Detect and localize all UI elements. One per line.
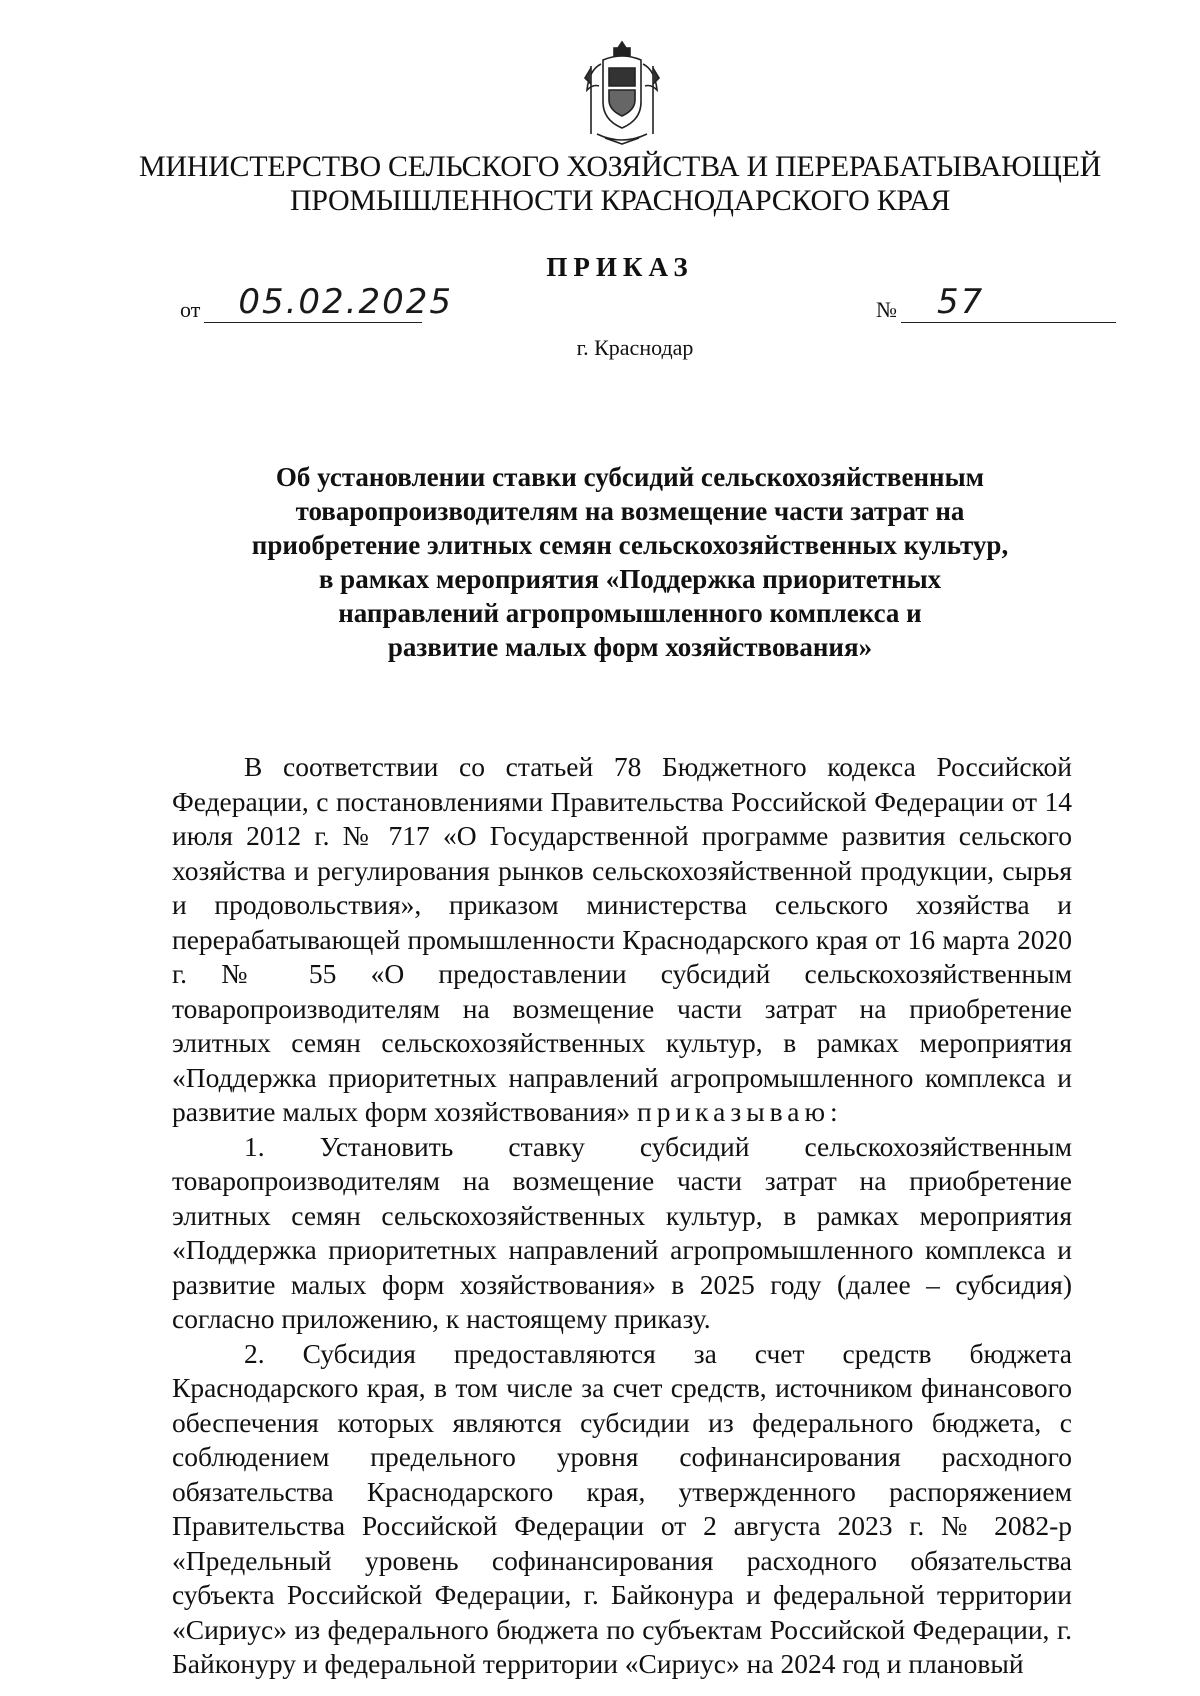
document-body [172,750,1072,1682]
order-number [876,282,1116,323]
subject-line: в рамках мероприятия «Поддержка приоритетных [318,564,942,594]
document-type-title: ПРИКАЗ [546,252,694,282]
date-prefix: от [180,297,201,322]
ministry-line-2: ПРОМЫШЛЕННОСТИ КРАСНОДАРСКОГО КРАЯ [289,184,951,217]
number-field [901,282,1116,323]
subject-line: товаропроизводителям на возмещение части затрат на [295,496,965,526]
handwritten-date: 05.02.2025 [238,282,453,322]
order-subject [190,460,1070,664]
city: г. Краснодар [576,335,694,360]
clause-1: 1. Установить ставку субсидий сельскохозяйственным товаропроизводителям на возмещение части затрат на приобретение элитных семян сельскохозяйственных культур, в рамках мероприятия «Поддержка приоритетных направлений агропромышленного комплекса и развитие малых форм хозяйствования» в 2025 году (далее – субсидия) согласно приложению, к настоящему приказу. [172,1130,1072,1334]
date-field [204,282,453,323]
number-prefix: № [876,297,897,322]
clause-2: 2. Субсидия предоставляются за счет средств бюджета Краснодарского края, в том числе за счет средств, источником финансового обеспечения которых являются субсидии из федерального бюджета, с соблюдением предельного уровня софинансирования расходного обязательства Краснодарского края, утвержденного распоряжением Правительства Российской Федерации от 2 августа 2023 г. № 2082-р «Предельный уровень софинансирования расходного обязательства субъекта Российской Федерации, г. Байконура и федеральной территории «Сириус» из федерального бюджета по субъектам Российской Федерации, г. Байконуру и федеральной территории «Сириус» на 2024 год и плановый [172,1337,1072,1679]
handwritten-number: 57 [937,282,985,322]
subject-line: приобретение элитных семян сельскохозяйственных культур, [251,530,1009,560]
ministry-name [130,150,1110,218]
subject-line: развитие малых форм хозяйствования» [387,632,873,662]
subject-line: Об установлении ставки субсидий сельскохозяйственным [275,462,985,492]
subject-line: направлений агропромышленного комплекса и [338,598,922,628]
order-verb: приказываю: [637,1096,843,1127]
ministry-line-1: МИНИСТЕРСТВО СЕЛЬСКОГО ХОЗЯЙСТВА И ПЕРЕРАБАТЫВАЮЩЕЙ [139,150,1101,183]
preamble-text: В соответствии со статьей 78 Бюджетного кодекса Российской Федерации, с постановлениями Правительства Российской Федерации от 14 июля 2012 г. № 717 «О Государственной программе развития сельского хозяйства и регулирования рынков сельскохозяйственной продукции, сырья и продовольствия», приказом министерства сельского хозяйства и перерабатывающей промышленности Краснодарского края от 16 марта 2020 г. № 55 «О предоставлении субсидий сельскохозяйственным товаропроизводителям на возмещение части затрат на приобретение элитных семян сельскохозяйственных культур, в рамках мероприятия «Поддержка приоритетных направлений агропромышленного комплекса и развитие малых форм хозяйствования» [172,751,1072,1127]
preamble-paragraph [172,750,1072,1130]
order-date [180,282,453,323]
coat-of-arms-icon [583,38,661,148]
